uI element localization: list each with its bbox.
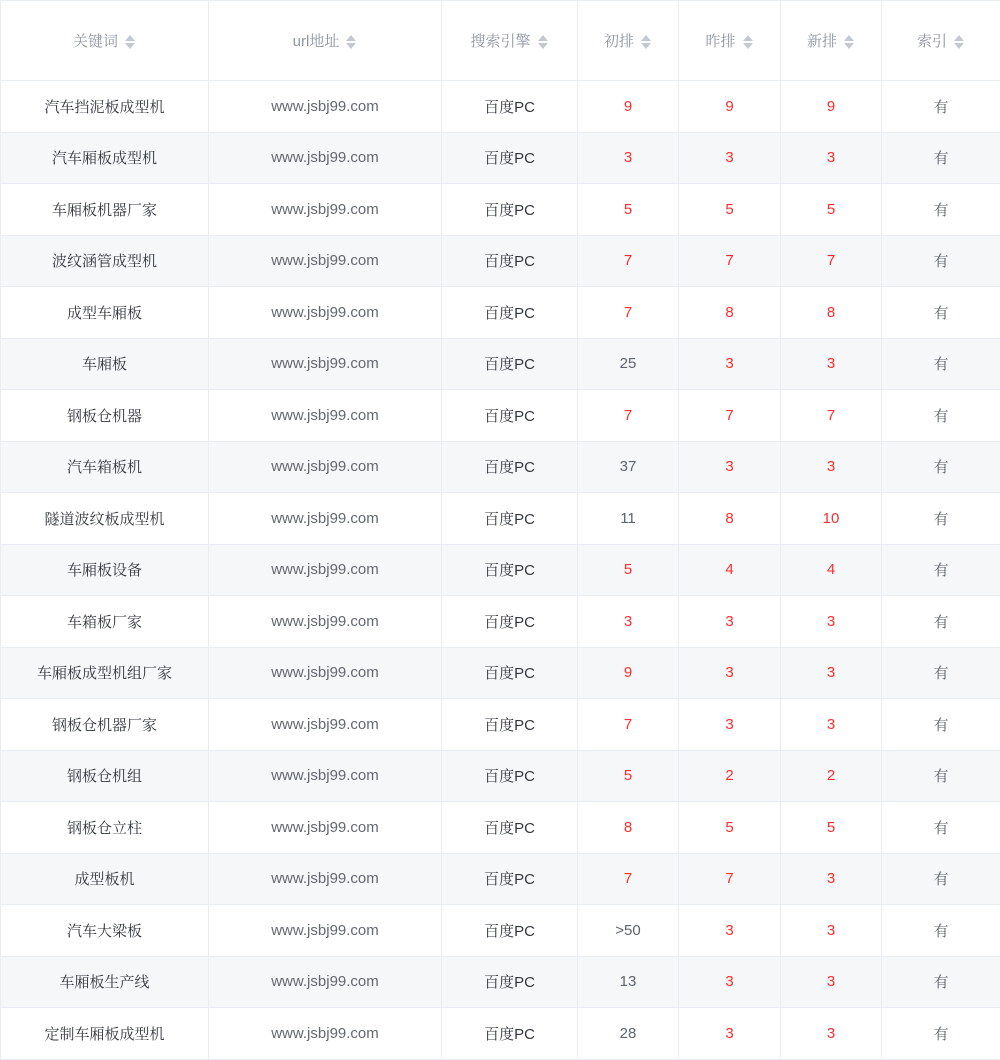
rank-value: 3	[827, 664, 835, 681]
keyword-cell: 钢板仓机器	[1, 390, 209, 442]
new-rank-cell	[781, 1008, 882, 1060]
search-engine-cell: 百度PC	[442, 287, 578, 339]
rank-value: 7	[827, 407, 835, 424]
sort-ascending-icon	[538, 35, 548, 41]
index-status-cell: 有	[882, 441, 1000, 493]
url-cell: www.jsbj99.com	[209, 81, 442, 133]
rank-value: 8	[827, 304, 835, 321]
rank-value: 3	[827, 149, 835, 166]
yesterday-rank-cell	[679, 853, 781, 905]
keyword-cell: 车厢板	[1, 338, 209, 390]
keyword-cell: 波纹涵管成型机	[1, 235, 209, 287]
table-row	[1, 853, 1000, 905]
rank-value: 3	[624, 613, 632, 630]
rank-value: 5	[827, 201, 835, 218]
url-cell: www.jsbj99.com	[209, 390, 442, 442]
search-engine-cell: 百度PC	[442, 441, 578, 493]
keyword-cell: 钢板仓机组	[1, 750, 209, 802]
new-rank-cell	[781, 132, 882, 184]
init-rank-cell	[578, 956, 679, 1008]
keyword-cell: 钢板仓立柱	[1, 802, 209, 854]
rank-value: 5	[624, 561, 632, 578]
keyword-cell: 钢板仓机器厂家	[1, 699, 209, 751]
search-engine-cell: 百度PC	[442, 493, 578, 545]
init-rank-cell	[578, 802, 679, 854]
url-cell: www.jsbj99.com	[209, 493, 442, 545]
keyword-cell: 车厢板设备	[1, 544, 209, 596]
url-cell: www.jsbj99.com	[209, 287, 442, 339]
init-rank-cell	[578, 853, 679, 905]
rank-value: 3	[725, 664, 733, 681]
url-cell: www.jsbj99.com	[209, 441, 442, 493]
index-status-cell: 有	[882, 544, 1000, 596]
init-rank-cell	[578, 132, 679, 184]
yesterday-rank-cell	[679, 390, 781, 442]
url-cell: www.jsbj99.com	[209, 338, 442, 390]
rank-value: 5	[725, 819, 733, 836]
table-row	[1, 235, 1000, 287]
table-row	[1, 956, 1000, 1008]
sort-ascending-icon	[954, 35, 964, 41]
index-status-cell: 有	[882, 853, 1000, 905]
yesterday-rank-cell	[679, 235, 781, 287]
table-row	[1, 905, 1000, 957]
url-cell: www.jsbj99.com	[209, 802, 442, 854]
sort-descending-icon	[538, 43, 548, 49]
rank-value: 2	[725, 767, 733, 784]
init-rank-cell	[578, 750, 679, 802]
yesterday-rank-cell	[679, 750, 781, 802]
url-cell: www.jsbj99.com	[209, 853, 442, 905]
table-row	[1, 493, 1000, 545]
table-row	[1, 81, 1000, 133]
url-cell: www.jsbj99.com	[209, 544, 442, 596]
yesterday-rank-cell	[679, 338, 781, 390]
new-rank-cell	[781, 905, 882, 957]
init-rank-cell	[578, 81, 679, 133]
url-cell: www.jsbj99.com	[209, 905, 442, 957]
keyword-cell: 汽车大梁板	[1, 905, 209, 957]
init-rank-cell	[578, 596, 679, 648]
yesterday-rank-cell	[679, 441, 781, 493]
search-engine-cell: 百度PC	[442, 235, 578, 287]
url-cell: www.jsbj99.com	[209, 235, 442, 287]
url-cell: www.jsbj99.com	[209, 750, 442, 802]
index-status-cell: 有	[882, 390, 1000, 442]
new-rank-cell	[781, 647, 882, 699]
keyword-cell: 车箱板厂家	[1, 596, 209, 648]
rank-value: 3	[827, 458, 835, 475]
rank-value: >50	[615, 922, 640, 939]
search-engine-cell: 百度PC	[442, 596, 578, 648]
column-header-keyword[interactable]	[1, 1, 209, 81]
rank-value: 5	[827, 819, 835, 836]
column-label-engine: 搜索引擎	[470, 33, 530, 50]
sort-carets-icon[interactable]	[537, 34, 549, 50]
rank-value: 3	[725, 355, 733, 372]
sort-descending-icon	[743, 43, 753, 49]
rank-value: 11	[620, 510, 636, 527]
new-rank-cell	[781, 390, 882, 442]
index-status-cell: 有	[882, 184, 1000, 236]
sort-ascending-icon	[743, 35, 753, 41]
rank-value: 3	[725, 458, 733, 475]
rank-value: 3	[624, 149, 632, 166]
keyword-cell: 成型车厢板	[1, 287, 209, 339]
table-body	[1, 81, 1000, 1060]
new-rank-cell	[781, 338, 882, 390]
index-status-cell: 有	[882, 956, 1000, 1008]
url-cell: www.jsbj99.com	[209, 184, 442, 236]
rank-value: 3	[827, 355, 835, 372]
keyword-cell: 车厢板生产线	[1, 956, 209, 1008]
keyword-cell: 车厢板成型机组厂家	[1, 647, 209, 699]
rank-value: 4	[827, 561, 835, 578]
rank-value: 3	[725, 922, 733, 939]
rank-value: 8	[725, 510, 733, 527]
yesterday-rank-cell	[679, 184, 781, 236]
rank-value: 4	[725, 561, 733, 578]
new-rank-cell	[781, 441, 882, 493]
rank-value: 13	[620, 973, 637, 990]
url-cell: www.jsbj99.com	[209, 647, 442, 699]
new-rank-cell	[781, 184, 882, 236]
table-row	[1, 441, 1000, 493]
rank-value: 5	[725, 201, 733, 218]
search-engine-cell: 百度PC	[442, 390, 578, 442]
rank-value: 3	[725, 1025, 733, 1042]
search-engine-cell: 百度PC	[442, 132, 578, 184]
index-status-cell: 有	[882, 338, 1000, 390]
rank-value: 28	[620, 1025, 637, 1042]
search-engine-cell: 百度PC	[442, 853, 578, 905]
rank-value: 3	[827, 922, 835, 939]
new-rank-cell	[781, 544, 882, 596]
rank-value: 25	[620, 355, 637, 372]
search-engine-cell: 百度PC	[442, 81, 578, 133]
init-rank-cell	[578, 699, 679, 751]
keyword-cell: 定制车厢板成型机	[1, 1008, 209, 1060]
rank-value: 7	[725, 407, 733, 424]
new-rank-cell	[781, 493, 882, 545]
yesterday-rank-cell	[679, 905, 781, 957]
index-status-cell: 有	[882, 647, 1000, 699]
url-cell: www.jsbj99.com	[209, 1008, 442, 1060]
init-rank-cell	[578, 905, 679, 957]
rank-value: 7	[624, 716, 632, 733]
keyword-cell: 汽车箱板机	[1, 441, 209, 493]
index-status-cell: 有	[882, 699, 1000, 751]
yesterday-rank-cell	[679, 132, 781, 184]
table-row	[1, 1008, 1000, 1060]
new-rank-cell	[781, 853, 882, 905]
new-rank-cell	[781, 802, 882, 854]
column-label-keyword: 关键词	[73, 33, 118, 50]
sort-descending-icon	[954, 43, 964, 49]
search-engine-cell: 百度PC	[442, 802, 578, 854]
rank-value: 7	[725, 252, 733, 269]
column-label-index: 索引	[917, 33, 947, 50]
table-header-row	[1, 1, 1000, 81]
rank-value: 8	[624, 819, 632, 836]
search-engine-cell: 百度PC	[442, 544, 578, 596]
yesterday-rank-cell	[679, 802, 781, 854]
yesterday-rank-cell	[679, 699, 781, 751]
new-rank-cell	[781, 81, 882, 133]
sort-carets-icon[interactable]	[843, 34, 855, 50]
new-rank-cell	[781, 235, 882, 287]
rank-value: 3	[725, 613, 733, 630]
yesterday-rank-cell	[679, 287, 781, 339]
rank-value: 5	[624, 767, 632, 784]
rank-value: 9	[624, 664, 632, 681]
sort-ascending-icon	[346, 35, 356, 41]
rank-value: 8	[725, 304, 733, 321]
rank-value: 3	[827, 973, 835, 990]
sort-carets-icon[interactable]	[742, 34, 754, 50]
keyword-cell: 隧道波纹板成型机	[1, 493, 209, 545]
index-status-cell: 有	[882, 81, 1000, 133]
sort-carets-icon[interactable]	[345, 34, 357, 50]
sort-ascending-icon	[641, 35, 651, 41]
rank-value: 3	[827, 1025, 835, 1042]
rank-value: 7	[624, 407, 632, 424]
new-rank-cell	[781, 596, 882, 648]
table-row	[1, 544, 1000, 596]
table-row	[1, 132, 1000, 184]
init-rank-cell	[578, 647, 679, 699]
rank-value: 7	[827, 252, 835, 269]
index-status-cell: 有	[882, 905, 1000, 957]
index-status-cell: 有	[882, 493, 1000, 545]
sort-ascending-icon	[844, 35, 854, 41]
rank-value: 37	[620, 458, 637, 475]
column-header-engine[interactable]	[442, 1, 578, 81]
init-rank-cell	[578, 287, 679, 339]
init-rank-cell	[578, 338, 679, 390]
sort-ascending-icon	[125, 35, 135, 41]
rank-value: 3	[725, 973, 733, 990]
search-engine-cell: 百度PC	[442, 699, 578, 751]
url-cell: www.jsbj99.com	[209, 132, 442, 184]
new-rank-cell	[781, 287, 882, 339]
rank-value: 3	[827, 613, 835, 630]
sort-descending-icon	[844, 43, 854, 49]
table-row	[1, 390, 1000, 442]
yesterday-rank-cell	[679, 956, 781, 1008]
search-engine-cell: 百度PC	[442, 338, 578, 390]
url-cell: www.jsbj99.com	[209, 699, 442, 751]
table-row	[1, 699, 1000, 751]
init-rank-cell	[578, 390, 679, 442]
rank-value: 10	[823, 510, 840, 527]
index-status-cell: 有	[882, 235, 1000, 287]
new-rank-cell	[781, 956, 882, 1008]
new-rank-cell	[781, 750, 882, 802]
rank-value: 2	[827, 767, 835, 784]
sort-carets-icon[interactable]	[124, 34, 136, 50]
url-cell: www.jsbj99.com	[209, 956, 442, 1008]
search-engine-cell: 百度PC	[442, 750, 578, 802]
index-status-cell: 有	[882, 132, 1000, 184]
sort-carets-icon[interactable]	[953, 34, 965, 50]
init-rank-cell	[578, 441, 679, 493]
table-row	[1, 287, 1000, 339]
index-status-cell: 有	[882, 750, 1000, 802]
rank-value: 3	[725, 716, 733, 733]
sort-carets-icon[interactable]	[640, 34, 652, 50]
rank-value: 7	[624, 252, 632, 269]
rank-value: 3	[827, 716, 835, 733]
yesterday-rank-cell	[679, 596, 781, 648]
init-rank-cell	[578, 235, 679, 287]
column-label-new_rank: 新排	[807, 33, 837, 50]
yesterday-rank-cell	[679, 493, 781, 545]
keyword-cell: 汽车厢板成型机	[1, 132, 209, 184]
search-engine-cell: 百度PC	[442, 184, 578, 236]
column-header-url[interactable]	[209, 1, 442, 81]
init-rank-cell	[578, 184, 679, 236]
rank-value: 9	[827, 98, 835, 115]
column-header-new_rank[interactable]	[781, 1, 882, 81]
rank-value: 9	[725, 98, 733, 115]
column-header-yesterday_rank[interactable]	[679, 1, 781, 81]
table-row	[1, 596, 1000, 648]
keyword-cell: 汽车挡泥板成型机	[1, 81, 209, 133]
table-row	[1, 802, 1000, 854]
search-engine-cell: 百度PC	[442, 956, 578, 1008]
yesterday-rank-cell	[679, 1008, 781, 1060]
search-engine-cell: 百度PC	[442, 647, 578, 699]
column-label-yesterday_rank: 昨排	[705, 33, 735, 50]
index-status-cell: 有	[882, 802, 1000, 854]
yesterday-rank-cell	[679, 544, 781, 596]
rank-value: 3	[725, 149, 733, 166]
rank-value: 9	[624, 98, 632, 115]
init-rank-cell	[578, 1008, 679, 1060]
rank-value: 7	[624, 870, 632, 887]
keyword-cell: 成型板机	[1, 853, 209, 905]
yesterday-rank-cell	[679, 81, 781, 133]
sort-descending-icon	[346, 43, 356, 49]
url-cell: www.jsbj99.com	[209, 596, 442, 648]
new-rank-cell	[781, 699, 882, 751]
column-label-init_rank: 初排	[604, 33, 634, 50]
search-engine-cell: 百度PC	[442, 905, 578, 957]
column-header-index[interactable]	[882, 1, 1000, 81]
sort-descending-icon	[125, 43, 135, 49]
table-row	[1, 647, 1000, 699]
column-label-url: url地址	[293, 33, 340, 50]
yesterday-rank-cell	[679, 647, 781, 699]
rank-value: 7	[624, 304, 632, 321]
sort-descending-icon	[641, 43, 651, 49]
init-rank-cell	[578, 493, 679, 545]
rank-value: 3	[827, 870, 835, 887]
index-status-cell: 有	[882, 1008, 1000, 1060]
index-status-cell: 有	[882, 287, 1000, 339]
init-rank-cell	[578, 544, 679, 596]
table-row	[1, 338, 1000, 390]
rank-value: 7	[725, 870, 733, 887]
column-header-init_rank[interactable]	[578, 1, 679, 81]
index-status-cell: 有	[882, 596, 1000, 648]
rank-value: 5	[624, 201, 632, 218]
keyword-cell: 车厢板机器厂家	[1, 184, 209, 236]
search-engine-cell: 百度PC	[442, 1008, 578, 1060]
table-row	[1, 184, 1000, 236]
table-row	[1, 750, 1000, 802]
